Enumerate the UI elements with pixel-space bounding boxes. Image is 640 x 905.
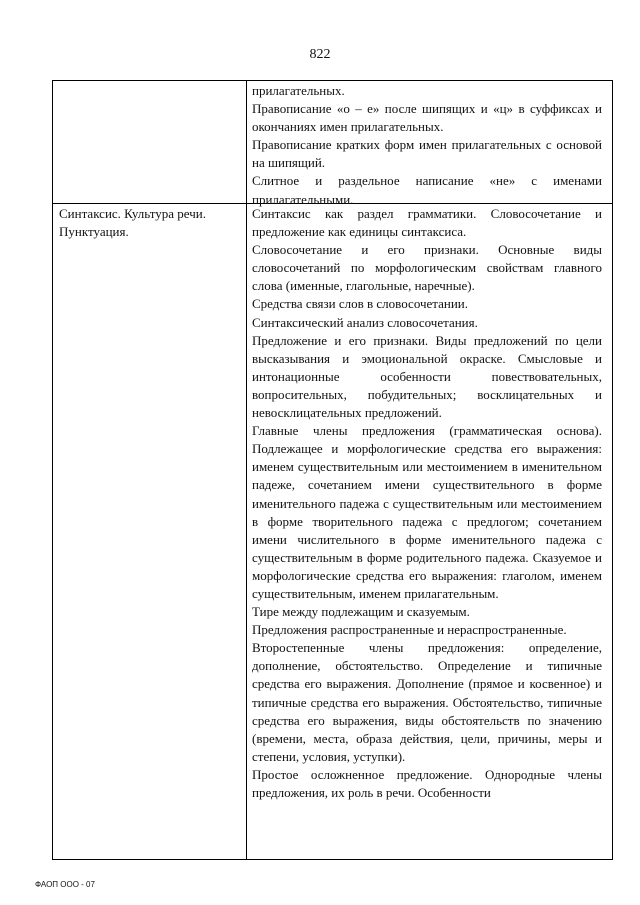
column-divider xyxy=(246,81,247,859)
content-paragraph: прилагательных. xyxy=(252,83,345,98)
content-paragraph: Главные члены предложения (грамматическая основа). Подлежащее и морфологические средства его выражения: именем существительным или местоимением в именительном падеже, сочетанием имени существительного в форме именительного падежа с существительным или местоимением в форме творительного падежа с предлогом; сочетанием имени числительного в форме именительного падежа с существительным в форме родительного падежа. Сказуемое и морфологические средства его выражения: глаголом, именем существительным, именем прилагательным. xyxy=(252,423,602,601)
content-paragraph: Предложение и его признаки. Виды предложений по цели высказывания и эмоциональной окраске. Смысловые и интонационные особенности повествовательных, вопросительных, побудительных; восклицательных и невосклицательных предложений. xyxy=(252,332,602,421)
content-paragraph: Синтаксический анализ словосочетания. xyxy=(252,314,478,330)
footer-label: ФАОП ООО - 07 xyxy=(35,880,95,889)
curriculum-table xyxy=(52,80,613,860)
content-paragraph: Словосочетание и его признаки. Основные виды словосочетаний по морфологическим свойствам главного слова (именные, глагольные, наречные). xyxy=(252,242,602,294)
content-paragraph: Второстепенные члены предложения: определение, дополнение, обстоятельство. Определение и типичные средства его выражения. Дополнение (прямое и косвенное) и типичные средства его выражения. Обстоятельство, типичные средства его выражения, виды обстоятельств по значению (времени, места, образа действия, цели, причины, меры и степени, условия, уступки). xyxy=(252,640,602,764)
content-paragraph: Слитное и раздельное написание «не» с именами прилагательными. xyxy=(252,173,602,207)
content-paragraph: Тире между подлежащим и сказуемым. xyxy=(252,604,470,620)
content-cell-row1 xyxy=(252,82,602,209)
content-paragraph: Простое осложненное предложение. Однородные члены предложения, их роль в речи. Особенности xyxy=(252,766,602,800)
content-paragraph: Синтаксис как раздел грамматики. Словосочетание и предложение как единицы синтаксиса. xyxy=(252,206,602,240)
content-paragraph: Предложения распространенные и нераспространенные. xyxy=(252,622,567,638)
content-cell-row2 xyxy=(252,205,602,802)
content-paragraph: Правописание «о – е» после шипящих и «ц» в суффиксах и окончаниях имен прилагательных. xyxy=(252,101,602,135)
topic-cell: Синтаксис. Культура речи. Пунктуация. xyxy=(59,206,206,239)
page-number: 822 xyxy=(309,47,331,62)
content-paragraph: Средства связи слов в словосочетании. xyxy=(252,296,469,312)
content-paragraph: Правописание кратких форм имен прилагательных с основой на шипящий. xyxy=(252,137,602,171)
